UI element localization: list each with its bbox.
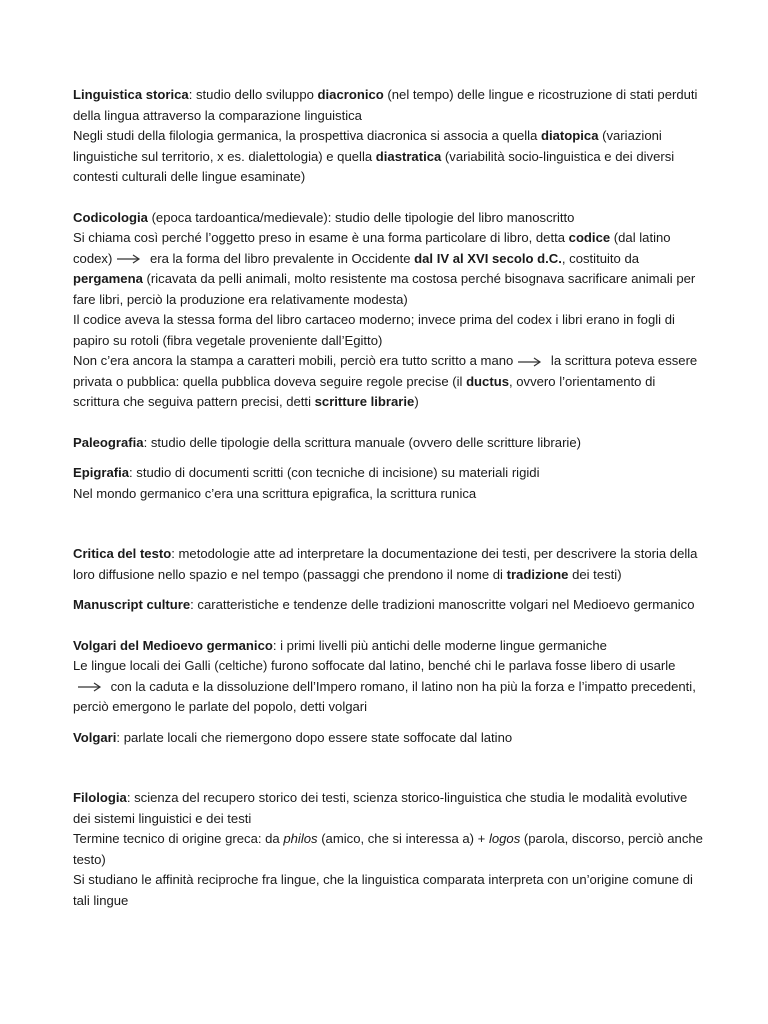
term-philos: philos	[283, 831, 318, 846]
term-codice: codice	[568, 230, 611, 245]
term-tradizione: tradizione	[506, 566, 569, 582]
term-manuscript-culture: Manuscript culture	[73, 597, 191, 612]
term-epigrafia: Epigrafia	[73, 465, 130, 480]
paragraph-critica-del-testo: Critica del testo: metodologie atte ad interpretare la documentazione dei testi, per descrivere la storia della loro diffusione nello spazio e nel tempo (passaggi che prendono il nome di tradizione dei testi)	[73, 546, 698, 582]
term-diacronico: diacronico	[317, 87, 384, 102]
paragraph-codice: Si chiama così perché l’oggetto preso in esame è una forma particolare di libro, detta codice (dal latino codex) era la forma del libro prevalente in Occidente dal IV al XVI secolo d.C., costituito da pergamena (ricavata da pelli animali, molto resistente ma costosa perché bisognava sacrificare animali per fare libri, perciò la produzione era relativamente modesta)	[73, 230, 696, 307]
term-filologia: Filologia	[73, 790, 127, 805]
paragraph-paleografia: Paleografia: studio delle tipologie della scrittura manuale (ovvero delle scritture librarie)	[73, 434, 581, 450]
paragraph-epigrafia: Epigrafia: studio di documenti scritti (con tecniche di incisione) su materiali rigidi	[73, 465, 540, 480]
paragraph-etimologia: Termine tecnico di origine greca: da philos (amico, che si interessa a) + logos (parola, discorso, perciò anche testo)	[73, 831, 703, 867]
arrow-right-icon	[77, 682, 103, 692]
term-volgari-medioevo: Volgari del Medioevo germanico	[73, 637, 273, 653]
term-codicologia: Codicologia	[73, 209, 148, 225]
paragraph-affinita: Si studiano le affinità reciproche fra lingue, che la linguistica comparata interpreta con un’origine comune di tali lingue	[73, 872, 693, 908]
term-ductus: ductus	[466, 373, 509, 389]
paragraph-stampa: Non c’era ancora la stampa a caratteri mobili, perciò era tutto scritto a mano la scrittura poteva essere privata o pubblica: quella pubblica doveva seguire regole precise (il ductus, ovvero l’orientamento di scrittura che seguiva pattern precisi, detti scritture librarie)	[73, 353, 698, 409]
paragraph-galli: Le lingue locali dei Galli (celtiche) furono soffocate dal latino, benché chi le parlava fosse libero di usarle con la caduta e la dissoluzione dell’Impero romano, il latino non ha più la forza e l’impatto precedenti, perciò emergono le parlate del popolo, detti volgari	[73, 658, 696, 714]
paragraph-codicologia: Codicologia (epoca tardoantica/medievale): studio delle tipologie del libro manoscritto	[73, 209, 575, 225]
paragraph-runica: Nel mondo germanico c’era una scrittura epigrafica, la scrittura runica	[73, 485, 477, 501]
term-diastratica: diastratica	[375, 148, 442, 164]
document-page	[73, 85, 703, 911]
term-scritture-librarie: scritture librarie	[314, 394, 415, 409]
term-critica-del-testo: Critica del testo	[73, 546, 172, 561]
term-logos: logos	[488, 831, 521, 846]
paragraph-volgari-medioevo: Volgari del Medioevo germanico: i primi livelli più antichi delle moderne lingue germaniche	[73, 637, 607, 653]
paragraph-linguistica-storica: Linguistica storica: studio dello sviluppo diacronico (nel tempo) delle lingue e ricostruzione di stati perduti della lingua attraverso la comparazione linguistica	[73, 87, 698, 123]
paragraph-volgari: Volgari: parlate locali che riemergono dopo essere state soffocate dal latino	[73, 729, 513, 745]
term-paleografia: Paleografia	[73, 434, 144, 450]
term-secoli: dal IV al XVI secolo d.C.	[414, 250, 562, 266]
term-volgari: Volgari	[73, 729, 117, 745]
term-pergamena: pergamena	[73, 271, 143, 286]
paragraph-papiro: Il codice aveva la stessa forma del libro cartaceo moderno; invece prima del codex i libri erano in fogli di papiro su rotoli (fibra vegetale proveniente dall’Egitto)	[73, 312, 675, 348]
paragraph-manuscript-culture: Manuscript culture: caratteristiche e tendenze delle tradizioni manoscritte volgari nel Medioevo germanico	[73, 597, 695, 612]
paragraph-filologia: Filologia: scienza del recupero storico dei testi, scienza storico-linguistica che studia le modalità evolutive dei sistemi linguistici e dei testi	[73, 790, 688, 826]
arrow-right-icon	[517, 357, 543, 367]
paragraph-diatopica: Negli studi della filologia germanica, la prospettiva diacronica si associa a quella diatopica (variazioni linguistiche sul territorio, x es. dialettologia) e quella diastratica (variabilità socio-linguistica e dei diversi contesti culturali delle lingue esaminate)	[73, 128, 675, 184]
term-linguistica-storica: Linguistica storica	[73, 87, 189, 102]
arrow-right-icon	[116, 254, 142, 264]
term-diatopica: diatopica	[541, 128, 599, 143]
